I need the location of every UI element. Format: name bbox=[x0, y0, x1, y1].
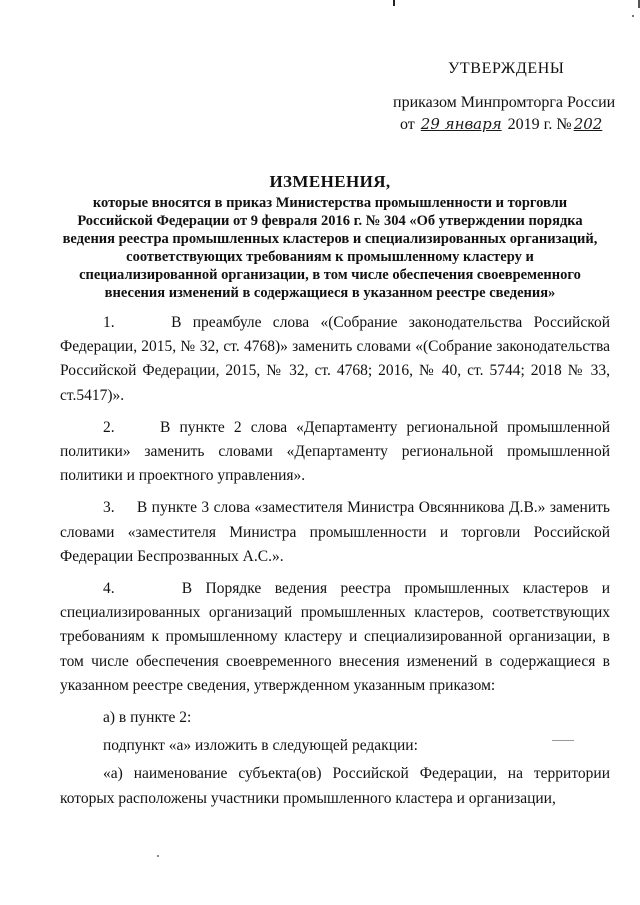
scan-artifact bbox=[632, 15, 634, 17]
order-date-line bbox=[400, 115, 604, 134]
scan-artifact bbox=[157, 855, 159, 857]
paragraph-2: 2. В пункте 2 слова «Департаменту региональной промышленной политики» заменить словами «Департаменту региональной промышленной политики и проектного управления». bbox=[60, 418, 610, 485]
date-prefix: от bbox=[400, 116, 415, 133]
date-year: 2019 г. bbox=[507, 116, 553, 133]
title-subtitle: которые вносятся в приказ Министерства промышленности и торговли Российской Федерации от 9 февраля 2016 г. № 304 «Об утверждении порядка ведения реестра промышленных кластеров и специализированных организаций, соответствующих требованиям к промышленному кластеру и специализированной организации, в том числе обеспечения своевременного внесения изменений в содержащиеся в указанном реестре сведения» bbox=[62, 195, 598, 301]
document-body bbox=[60, 311, 610, 819]
paragraph-5: а) в пункте 2: bbox=[103, 709, 192, 727]
order-reference: приказом Минпромторга России bbox=[393, 94, 616, 111]
handwritten-date: 29 января bbox=[420, 115, 502, 133]
title-main: ИЗМЕНЕНИЯ, bbox=[269, 172, 391, 191]
number-sign: № bbox=[556, 116, 572, 133]
approval-heading: УТВЕРЖДЕНЫ bbox=[448, 60, 565, 77]
paragraph-6: подпункт «а» изложить в следующей редакции: bbox=[103, 737, 418, 755]
handwritten-number: 202 bbox=[573, 115, 603, 133]
scan-artifact bbox=[393, 0, 395, 6]
paragraph-7: «а) наименование субъекта(ов) Российской Федерации, на территории которых расположены участники промышленного кластера и организации, bbox=[60, 765, 610, 807]
document-title bbox=[60, 172, 600, 302]
paragraph-1: 1. В преамбуле слова «(Собрание законодательства Российской Федерации, 2015, № 32, ст. 4768)» заменить словами «(Собрание законодательства Российской Федерации, 2015, № 32, ст. 4768; 2016, № 40, ст. 5744; 2018 № 33, ст.5417)». bbox=[60, 314, 610, 404]
paragraph-3: 3. В пункте 3 слова «заместителя Министра Овсянникова Д.В.» заменить словами «заместителя Министра промышленности и торговли Российской Федерации Беспрозванных А.С.». bbox=[60, 499, 610, 565]
paragraph-4: 4. В Порядке ведения реестра промышленных кластеров и специализированных организаций промышленных кластеров, соответствующих требованиям к промышленному кластеру и специализированной организации, в том числе обеспечения своевременного внесения изменений в содержащиеся в указанном реестре сведения, утвержденном указанным приказом: bbox=[60, 580, 610, 694]
